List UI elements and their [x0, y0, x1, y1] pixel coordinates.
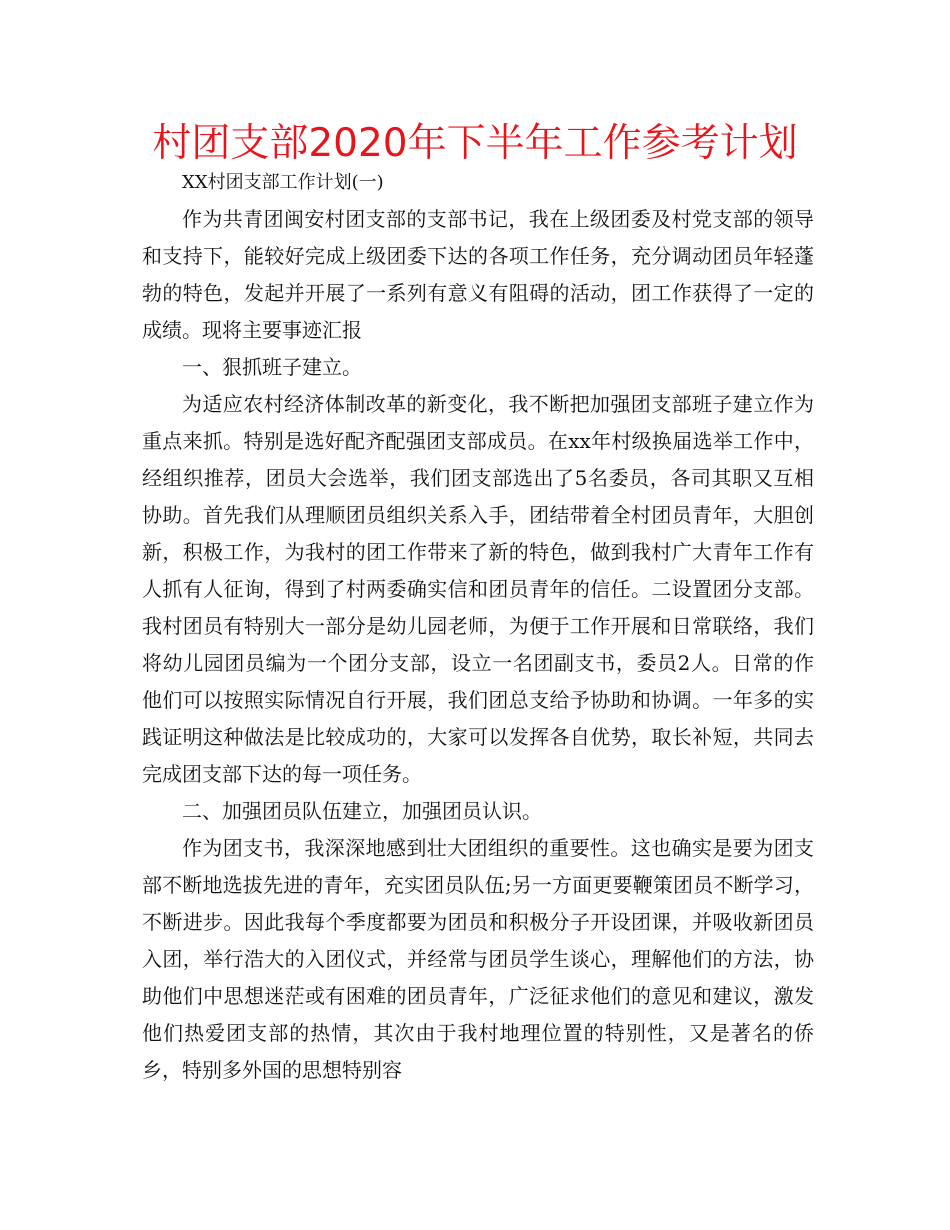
- section-heading-2: 二、加强团员队伍建立，加强团员认识。: [182, 799, 542, 823]
- paragraph-section-1: 为适应农村经济体制改革的新变化，我不断把加强团支部班子建立作为重点来抓。特别是选好配齐配强团支部成员。在xx年村级换届选举工作中，经组织推荐，团员大会选举，我们团支部选出了5名委员，各司其职又互相协助。首先我们从理顺团员组织关系入手，团结带着全村团员青年，大胆创新，积极工作，为我村的团工作带来了新的特色，做到我村广大青年工作有人抓有人征询，得到了村两委确实信和团员青年的信任。二设置团分支部。我村团员有特别大一部分是幼儿园老师，为便于工作开展和日常联络，我们将幼儿园团员编为一个团分支部，设立一名团副支书，委员2人。日常的作他们可以按照实际情况自行开展，我们团总支给予协助和协调。一年多的实践证明这种做法是比较成功的，大家可以发挥各自优势，取长补短，共同去完成团支部下达的每一项任务。: [142, 392, 814, 786]
- section-heading-1: 一、狠抓班子建立。: [182, 355, 362, 379]
- document-subtitle: XX村团支部工作计划(一): [182, 172, 384, 193]
- document-body: [142, 164, 814, 1089]
- document-title: 村团支部2020年下半年工作参考计划: [152, 121, 798, 166]
- paragraph-intro: 作为共青团闽安村团支部的支部书记，我在上级团委及村党支部的领导和支持下，能较好完成上级团委下达的各项工作任务，充分调动团员年轻蓬勃的特色，发起并开展了一系列有意义有阻碍的活动，团工作获得了一定的成绩。现将主要事迹汇报: [142, 207, 814, 342]
- paragraph-section-2: 作为团支书，我深深地感到壮大团组织的重要性。这也确实是要为团支部不断地选拔先进的青年，充实团员队伍;另一方面更要鞭策团员不断学习，不断进步。因此我每个季度都要为团员和积极分子开设团课，并吸收新团员入团，举行浩大的入团仪式，并经常与团员学生谈心，理解他们的方法，协助他们中思想迷茫或有困难的团员青年，广泛征求他们的意见和建议，激发他们热爱团支部的热情，其次由于我村地理位置的特别性，又是著名的侨乡，特别多外国的思想特别容: [142, 836, 814, 1082]
